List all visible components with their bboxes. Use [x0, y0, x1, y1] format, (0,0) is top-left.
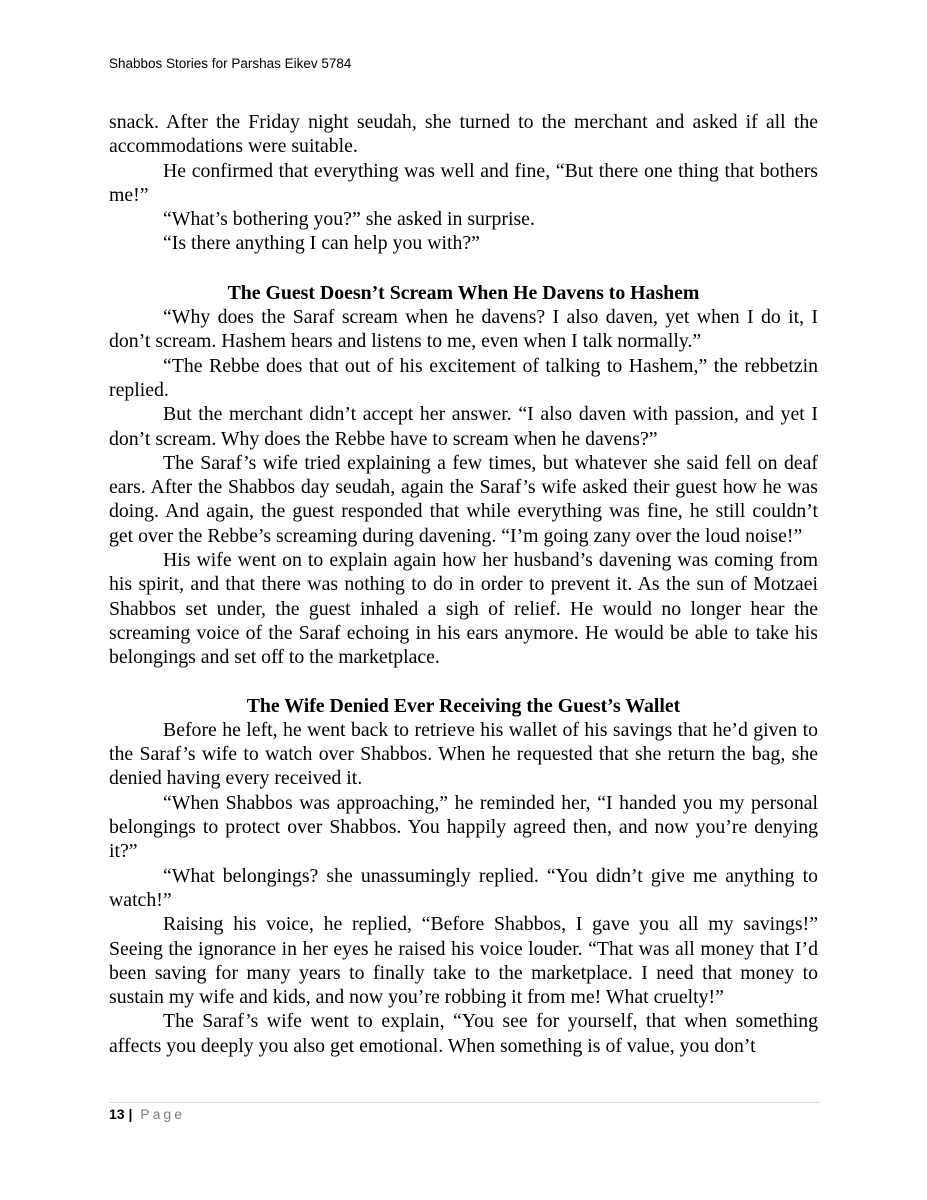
running-header: Shabbos Stories for Parshas Eikev 5784: [109, 56, 352, 71]
page-label: Page: [140, 1106, 185, 1122]
body-paragraph: Raising his voice, he replied, “Before Shabbos, I gave you all my savings!” Seeing the ignorance in her eyes he raised his voice louder. “That was all money that I’d been saving for many years to finally take to the marketplace. I need that money to sustain my wife and kids, and now you’re robbing it from me! What cruelty!”: [109, 913, 818, 1009]
footer-divider: [109, 1102, 820, 1103]
body-paragraph: But the merchant didn’t accept her answer. “I also daven with passion, and yet I don’t scream. Why does the Rebbe have to scream when he davens?”: [109, 403, 818, 450]
body-paragraph: “What belongings? she unassumingly replied. “You didn’t give me anything to watch!”: [109, 864, 818, 911]
body-paragraph: He confirmed that everything was well and fine, “But there one thing that bothers me!”: [109, 159, 818, 206]
body-paragraph: “The Rebbe does that out of his excitement of talking to Hashem,” the rebbetzin replied.: [109, 354, 818, 401]
section-heading: The Wife Denied Ever Receiving the Guest’s Wallet: [246, 694, 681, 717]
body-paragraph: Before he left, he went back to retrieve his wallet of his savings that he’d given to the Saraf’s wife to watch over Shabbos. When he requested that she return the bag, she denied having every received it.: [109, 718, 818, 790]
body-paragraph: “What’s bothering you?” she asked in surprise.: [163, 208, 535, 231]
page-number: 13: [109, 1106, 125, 1122]
body-paragraph: snack. After the Friday night seudah, she turned to the merchant and asked if all the accommodations were suitable.: [109, 111, 818, 158]
footer-separator: |: [128, 1106, 133, 1122]
body-paragraph: His wife went on to explain again how her husband’s davening was coming from his spirit, and that there was nothing to do in order to prevent it. As the sun of Motzaei Shabbos set under, the guest inhaled a sigh of relief. He would no longer hear the screaming voice of the Saraf echoing in his ears anymore. He would be able to take his belongings and set off to the marketplace.: [109, 549, 818, 669]
section-heading: The Guest Doesn’t Scream When He Davens to Hashem: [227, 281, 700, 304]
body-paragraph: “Is there anything I can help you with?”: [163, 232, 480, 255]
body-paragraph: “When Shabbos was approaching,” he reminded her, “I handed you my personal belongings to protect over Shabbos. You happily agreed then, and now you’re denying it?”: [109, 791, 818, 863]
page-body: [109, 110, 818, 1058]
body-paragraph: “Why does the Saraf scream when he davens? I also daven, yet when I do it, I don’t scream. Hashem hears and listens to me, even when I talk normally.”: [109, 306, 818, 353]
body-paragraph: The Saraf’s wife went to explain, “You see for yourself, that when something affects you deeply you also get emotional. When something is of value, you don’t: [109, 1010, 818, 1057]
page-footer: [109, 1106, 185, 1122]
body-paragraph: The Saraf’s wife tried explaining a few times, but whatever she said fell on deaf ears. After the Shabbos day seudah, again the Saraf’s wife asked their guest how he was doing. And again, the guest responded that while everything was fine, he still couldn’t get over the Rebbe’s screaming during davening. “I’m going zany over the loud noise!”: [109, 451, 818, 547]
